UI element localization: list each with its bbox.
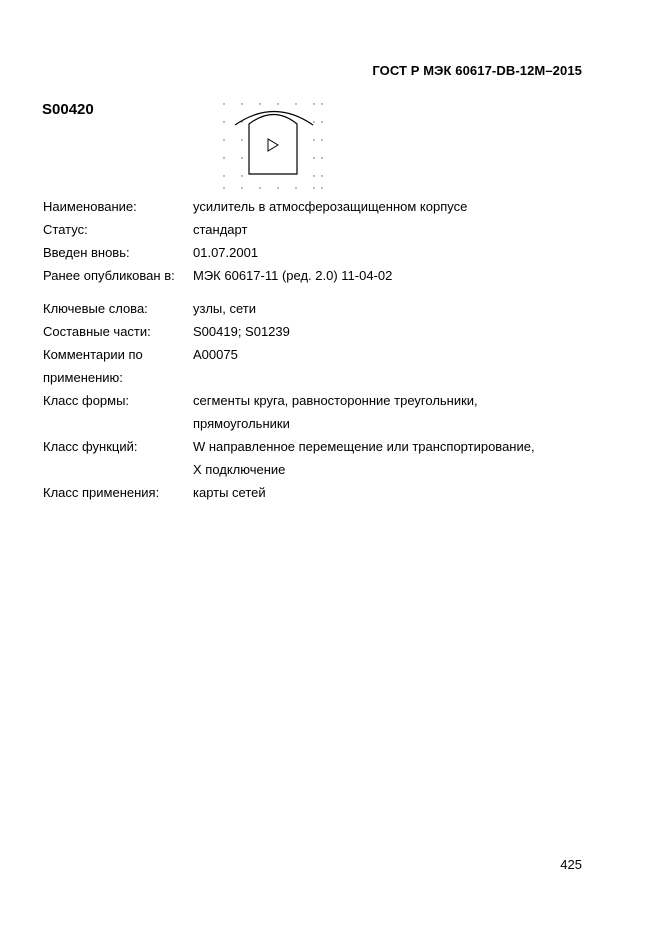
property-value: узлы, сети xyxy=(193,301,256,316)
property-label: Класс формы: xyxy=(43,393,130,408)
property-value: 01.07.2001 xyxy=(193,245,259,260)
property-row-application-notes xyxy=(43,343,583,389)
property-value: стандарт xyxy=(193,222,248,237)
property-row-name xyxy=(43,195,583,218)
property-row-shape-class xyxy=(43,389,583,435)
property-value: карты сетей xyxy=(193,485,266,500)
property-label: Введен вновь: xyxy=(43,245,130,260)
property-row-keywords xyxy=(43,297,583,320)
property-row-previously-published xyxy=(43,264,583,287)
property-row-application-class xyxy=(43,481,583,504)
property-row-components xyxy=(43,320,583,343)
property-value: сегменты круга, равносторонние треугольники, прямоугольники xyxy=(193,393,478,431)
housing-outline xyxy=(249,115,297,175)
property-value: усилитель в атмосферозащищенном корпусе xyxy=(193,199,468,214)
property-label: Класс функций: xyxy=(43,439,138,454)
property-value: S00419; S01239 xyxy=(193,324,290,339)
document-header: ГОСТ Р МЭК 60617-DB-12M–2015 xyxy=(372,63,582,78)
property-label: Ранее опубликован в: xyxy=(43,268,175,283)
property-label: Комментарии по применению: xyxy=(43,347,143,385)
symbol-properties xyxy=(43,195,583,504)
property-label: Наименование: xyxy=(43,199,137,214)
property-row-status xyxy=(43,218,583,241)
amplifier-weatherproof-housing-symbol-icon xyxy=(222,100,326,192)
grid-dots xyxy=(223,103,322,188)
property-label: Ключевые слова: xyxy=(43,301,148,316)
symbol-code: S00420 xyxy=(42,101,94,118)
property-value: W направленное перемещение или транспортирование, X подключение xyxy=(193,439,535,477)
property-label: Статус: xyxy=(43,222,88,237)
property-row-introduced xyxy=(43,241,583,264)
property-value: МЭК 60617-11 (ред. 2.0) 11-04-02 xyxy=(193,268,393,283)
property-label: Составные части: xyxy=(43,324,151,339)
property-row-function-class xyxy=(43,435,583,481)
weatherproof-arc xyxy=(235,112,313,126)
amplifier-triangle xyxy=(268,139,278,151)
property-value: A00075 xyxy=(193,347,238,362)
property-label: Класс применения: xyxy=(43,485,160,500)
page-number: 425 xyxy=(560,857,582,872)
